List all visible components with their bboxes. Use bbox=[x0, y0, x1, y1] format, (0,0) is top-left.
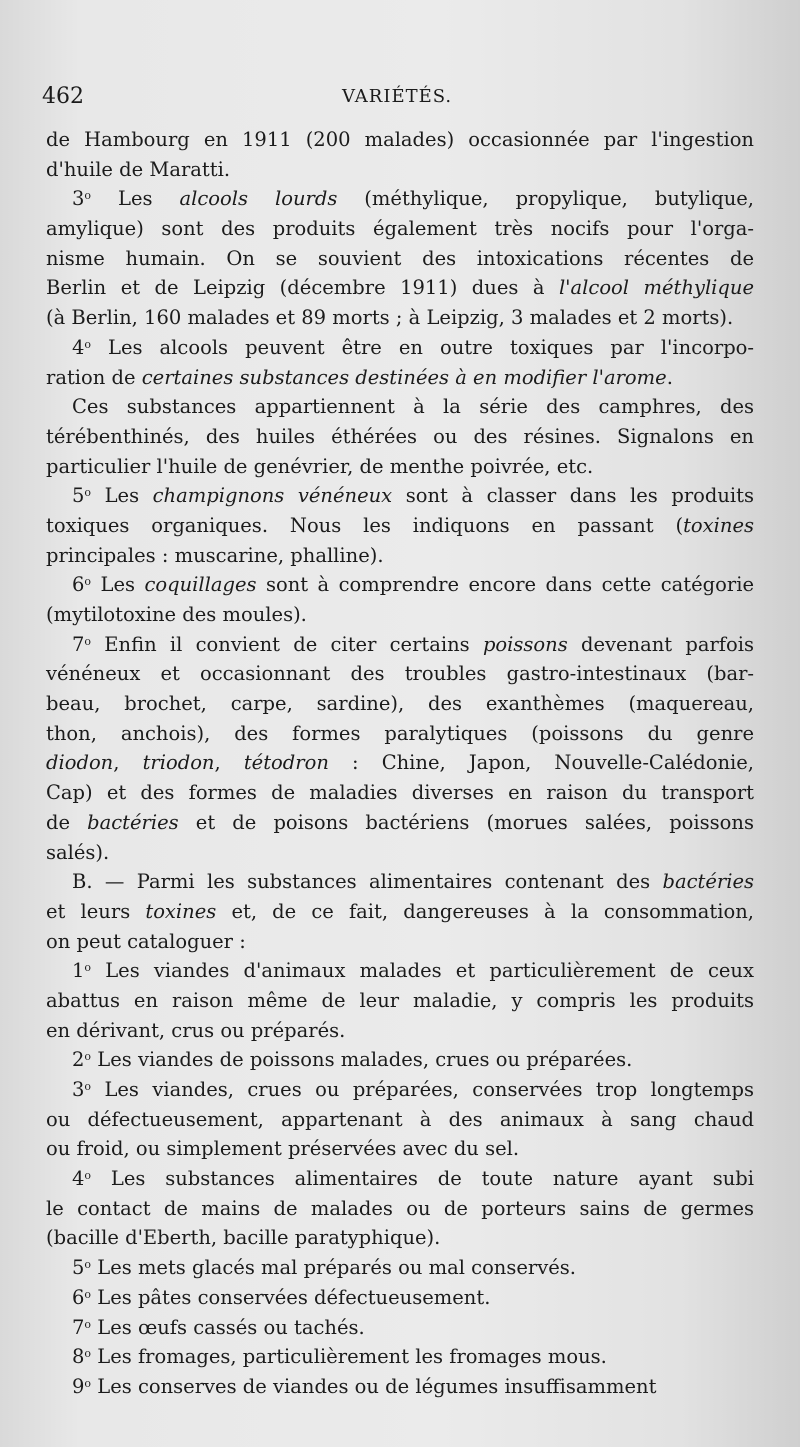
text-line: 4$^o$ Les alcools peuvent être en outre toxiques par l'incorpo- bbox=[72, 335, 754, 359]
running-title: VARIÉTÉS. bbox=[342, 86, 453, 107]
text-line: vénéneux et occasionnant des troubles gastro-intestinaux (bar- bbox=[46, 662, 754, 686]
text-line: (à Berlin, 160 malades et 89 morts ; à Leipzig, 3 malades et 2 morts). bbox=[46, 306, 734, 330]
paragraph bbox=[46, 956, 754, 1045]
text-line: 6$^o$ Les coquillages sont à comprendre encore dans cette catégorie bbox=[72, 573, 754, 597]
text-line: 9$^o$ Les conserves de viandes ou de légumes insuffisamment bbox=[72, 1374, 657, 1398]
paragraph bbox=[46, 630, 754, 868]
paragraph bbox=[46, 1313, 754, 1343]
text-line: principales : muscarine, phalline). bbox=[46, 543, 384, 567]
text-line: diodon, triodon, tétodron : Chine, Japon, Nouvelle-Calédonie, bbox=[46, 751, 754, 775]
text-line: thon, anchois), des formes paralytiques (poissons du genre bbox=[46, 721, 754, 745]
paragraph bbox=[46, 333, 754, 392]
text-line: 3$^o$ Les alcools lourds (méthylique, propylique, butylique, bbox=[72, 187, 754, 211]
text-line: 5$^o$ Les champignons vénéneux sont à classer dans les produits bbox=[72, 484, 754, 508]
text-line: 7$^o$ Enfin il convient de citer certains poissons devenant parfois bbox=[72, 632, 754, 656]
page-header bbox=[42, 84, 760, 116]
page-body bbox=[46, 125, 754, 1402]
text-line: d'huile de Maratti. bbox=[46, 157, 231, 181]
paragraph bbox=[46, 1164, 754, 1253]
text-line: 1$^o$ Les viandes d'animaux malades et particulièrement de ceux bbox=[72, 959, 754, 983]
text-line: amylique) sont des produits également très nocifs pour l'orga- bbox=[46, 217, 754, 241]
paragraph bbox=[46, 1342, 754, 1372]
paragraph bbox=[46, 1045, 754, 1075]
text-line: 7$^o$ Les œufs cassés ou tachés. bbox=[72, 1315, 365, 1339]
text-line: beau, brochet, carpe, sardine), des exanthèmes (maquereau, bbox=[46, 692, 754, 716]
text-line: Berlin et de Leipzig (décembre 1911) dues à l'alcool méthylique bbox=[46, 276, 754, 300]
text-line: térébenthinés, des huiles éthérées ou des résines. Signalons en bbox=[46, 424, 754, 448]
paragraph bbox=[46, 481, 754, 570]
text-line: ration de certaines substances destinées à en modifier l'arome. bbox=[46, 365, 673, 389]
text-line: B. — Parmi les substances alimentaires contenant des bactéries bbox=[72, 870, 754, 894]
text-line: (bacille d'Eberth, bacille paratyphique). bbox=[46, 1226, 441, 1250]
paragraph bbox=[46, 1075, 754, 1164]
paragraph bbox=[46, 125, 754, 184]
text-line: salés). bbox=[46, 840, 110, 864]
text-line: Cap) et des formes de maladies diverses en raison du transport bbox=[46, 781, 754, 805]
text-line: et leurs toxines et, de ce fait, dangereuses à la consommation, bbox=[46, 899, 755, 923]
text-line: ou défectueusement, appartenant à des animaux à sang chaud bbox=[46, 1107, 754, 1131]
text-line: 4$^o$ Les substances alimentaires de toute nature ayant subi bbox=[72, 1167, 754, 1191]
paragraph bbox=[46, 570, 754, 629]
text-line: toxiques organiques. Nous les indiquons en passant (toxines bbox=[46, 513, 754, 537]
text-line: 5$^o$ Les mets glacés mal préparés ou mal conservés. bbox=[72, 1256, 576, 1280]
text-line: de Hambourg en 1911 (200 malades) occasionnée par l'ingestion bbox=[46, 128, 754, 151]
paragraph bbox=[46, 1372, 754, 1402]
paragraph bbox=[46, 1253, 754, 1283]
paragraph bbox=[46, 184, 754, 332]
text-line: 6$^o$ Les pâtes conservées défectueusement. bbox=[72, 1285, 491, 1309]
paragraph bbox=[46, 1283, 754, 1313]
text-line: on peut cataloguer : bbox=[46, 929, 246, 953]
text-line: de bactéries et de poisons bactériens (morues salées, poissons bbox=[46, 810, 754, 834]
text-line: 8$^o$ Les fromages, particulièrement les fromages mous. bbox=[72, 1345, 607, 1369]
text-line: le contact de mains de malades ou de porteurs sains de germes bbox=[46, 1196, 754, 1220]
text-line: en dérivant, crus ou préparés. bbox=[46, 1018, 346, 1042]
page-number: 462 bbox=[42, 84, 84, 109]
text-line: 2$^o$ Les viandes de poissons malades, crues ou préparées. bbox=[72, 1048, 633, 1072]
text-line: Ces substances appartiennent à la série des camphres, des bbox=[72, 395, 754, 419]
text-line: 3$^o$ Les viandes, crues ou préparées, conservées trop longtemps bbox=[72, 1078, 754, 1101]
paragraph bbox=[46, 392, 754, 481]
text-line: (mytilotoxine des moules). bbox=[46, 603, 307, 626]
text-line: particulier l'huile de genévrier, de menthe poivrée, etc. bbox=[46, 454, 594, 478]
text-line: abattus en raison même de leur maladie, y compris les produits bbox=[46, 988, 754, 1012]
paragraph bbox=[46, 867, 754, 956]
text-line: nisme humain. On se souvient des intoxications récentes de bbox=[46, 246, 754, 270]
text-line: ou froid, ou simplement préservées avec du sel. bbox=[46, 1137, 520, 1161]
